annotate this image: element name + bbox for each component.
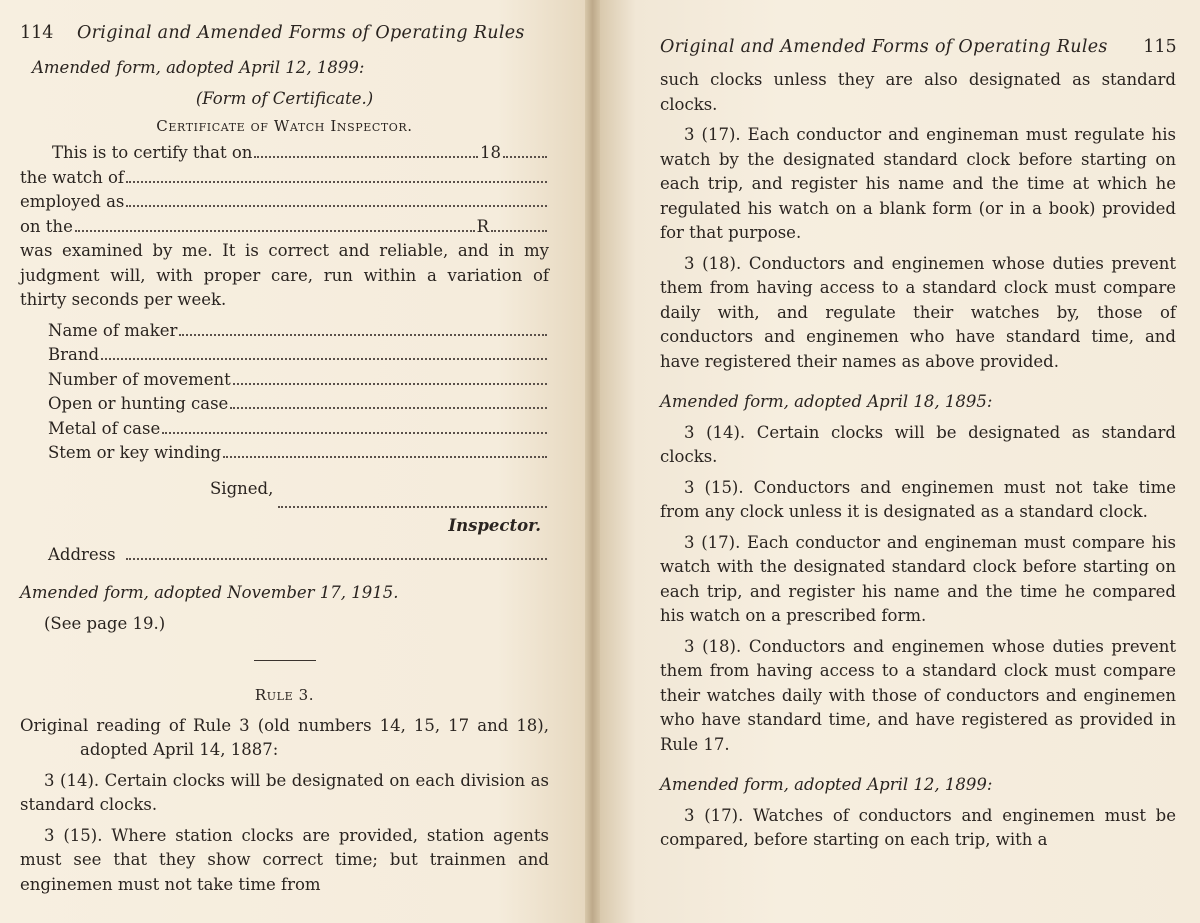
field-case-type xyxy=(20,392,549,417)
field-name-of-maker xyxy=(20,319,549,344)
left-page-number: 114 xyxy=(20,23,54,43)
rule-3-14-amended: 3 (14). Certain clocks will be designated as standard clocks. xyxy=(660,422,1176,466)
signed-label: Signed, xyxy=(210,478,274,498)
rule-3-17-original: 3 (17). Each conductor and engineman must regulate his watch by the designated standard clock before starting on each trip, and register his name and the time at which he regulated his watch on a blank form (or in a book) provided for that purpose. xyxy=(660,125,1176,242)
field-label: Name of maker xyxy=(48,320,178,340)
blank-field xyxy=(179,334,547,336)
field-brand xyxy=(20,343,549,368)
rule-3-18-original: 3 (18). Conductors and enginemen whose duties prevent them from having access to a standard clock must compare daily with, and regulate their watches by, those of conductors and enginemen who have standard time, and have registered their names as above provided. xyxy=(660,253,1176,371)
field-metal-of-case xyxy=(20,417,549,442)
right-running-title: Original and Amended Forms of Operating Rules xyxy=(660,37,1108,57)
amended-note-1899-right: Amended form, adopted April 12, 1899: xyxy=(660,775,993,794)
field-label: Open or hunting case xyxy=(48,394,229,413)
original-reading-note: Original reading of Rule 3 (old numbers 14, 15, 17 and 18), adopted April 14, 1887: xyxy=(20,715,549,759)
amended-note-1895: Amended form, adopted April 18, 1895: xyxy=(660,392,993,411)
blank-field xyxy=(254,156,478,158)
left-running-title: Original and Amended Forms of Operating Rules xyxy=(76,23,525,43)
cert-line-text: This is to certify that on xyxy=(52,143,253,162)
cert-line-text: on the xyxy=(20,216,73,236)
blank-field xyxy=(126,181,547,183)
cert-line-watch xyxy=(20,166,549,191)
rule-3-17-amended: 3 (17). Each conductor and engineman must compare his watch with the designated standard clock before starting on each trip, and register his name and the time he compared his watch on a prescribed form. xyxy=(660,532,1176,625)
field-label: Brand xyxy=(48,345,100,364)
blank-field xyxy=(233,383,547,385)
right-page-number: 115 xyxy=(1143,37,1177,57)
rule-heading: Rule 3. xyxy=(254,686,315,704)
blank-field xyxy=(503,156,547,158)
cert-line-year: 18 xyxy=(480,143,501,162)
blank-field xyxy=(162,432,547,434)
cert-line-text: employed as xyxy=(20,192,125,211)
cert-line-r: R xyxy=(476,216,489,236)
section-divider xyxy=(254,660,316,661)
rule-3-14: 3 (14). Certain clocks will be designated on each division as standard clocks. xyxy=(20,770,549,814)
blank-field xyxy=(491,230,547,232)
blank-field xyxy=(126,558,547,560)
blank-field xyxy=(75,230,475,232)
inspector-label: Inspector. xyxy=(448,515,541,535)
left-running-head xyxy=(20,20,549,46)
field-label: Number of movement xyxy=(48,369,231,389)
cert-body: was examined by me. It is correct and reliable, and in my judgment will, with proper care, run within a variation of thirty seconds per week. xyxy=(20,241,549,309)
see-page-note: (See page 19.) xyxy=(44,613,166,633)
field-label: Address xyxy=(48,544,116,564)
form-label: (Form of Certificate.) xyxy=(195,88,374,108)
rule-3-15: 3 (15). Where station clocks are provided, station agents must see that they show correct time; but trainmen and enginemen must not take time from xyxy=(20,825,549,894)
rule-3-15-amended: 3 (15). Conductors and enginemen must not take time from any clock unless it is designated as a standard clock. xyxy=(660,477,1176,521)
certificate-title: Certificate of Watch Inspector. xyxy=(156,117,413,135)
signature-line xyxy=(20,506,549,513)
blank-field xyxy=(223,456,547,458)
right-running-head xyxy=(660,34,1176,60)
amended-note-1915: Amended form, adopted November 17, 1915. xyxy=(20,583,399,602)
amended-note-1899: Amended form, adopted April 12, 1899: xyxy=(32,58,365,77)
field-label: Metal of case xyxy=(48,418,161,438)
book-gutter xyxy=(585,0,600,923)
rule-3-18-amended: 3 (18). Conductors and enginemen whose duties prevent them from having access to a standard clock must compare their watches daily with those of conductors and enginemen who have standard time, and have registered as provided in Rule 17. xyxy=(660,636,1176,754)
right-page xyxy=(600,0,1200,923)
blank-field xyxy=(101,358,547,360)
blank-field xyxy=(230,407,547,409)
cert-line-date xyxy=(20,141,549,166)
rule-3-17-amended-1899: 3 (17). Watches of conductors and enginemen must be compared, before starting on each trip, with a xyxy=(660,805,1176,849)
field-winding xyxy=(20,441,549,466)
address-line xyxy=(20,543,549,568)
field-number-of-movement xyxy=(20,368,549,393)
continued-text: such clocks unless they are also designated as standard clocks. xyxy=(660,70,1176,114)
cert-line-employed xyxy=(20,190,549,215)
blank-field xyxy=(278,506,547,508)
field-label: Stem or key winding xyxy=(48,443,222,462)
cert-line-railroad xyxy=(20,215,549,240)
blank-field xyxy=(126,205,547,207)
left-page xyxy=(0,0,585,923)
cert-line-text: the watch of xyxy=(20,167,125,187)
